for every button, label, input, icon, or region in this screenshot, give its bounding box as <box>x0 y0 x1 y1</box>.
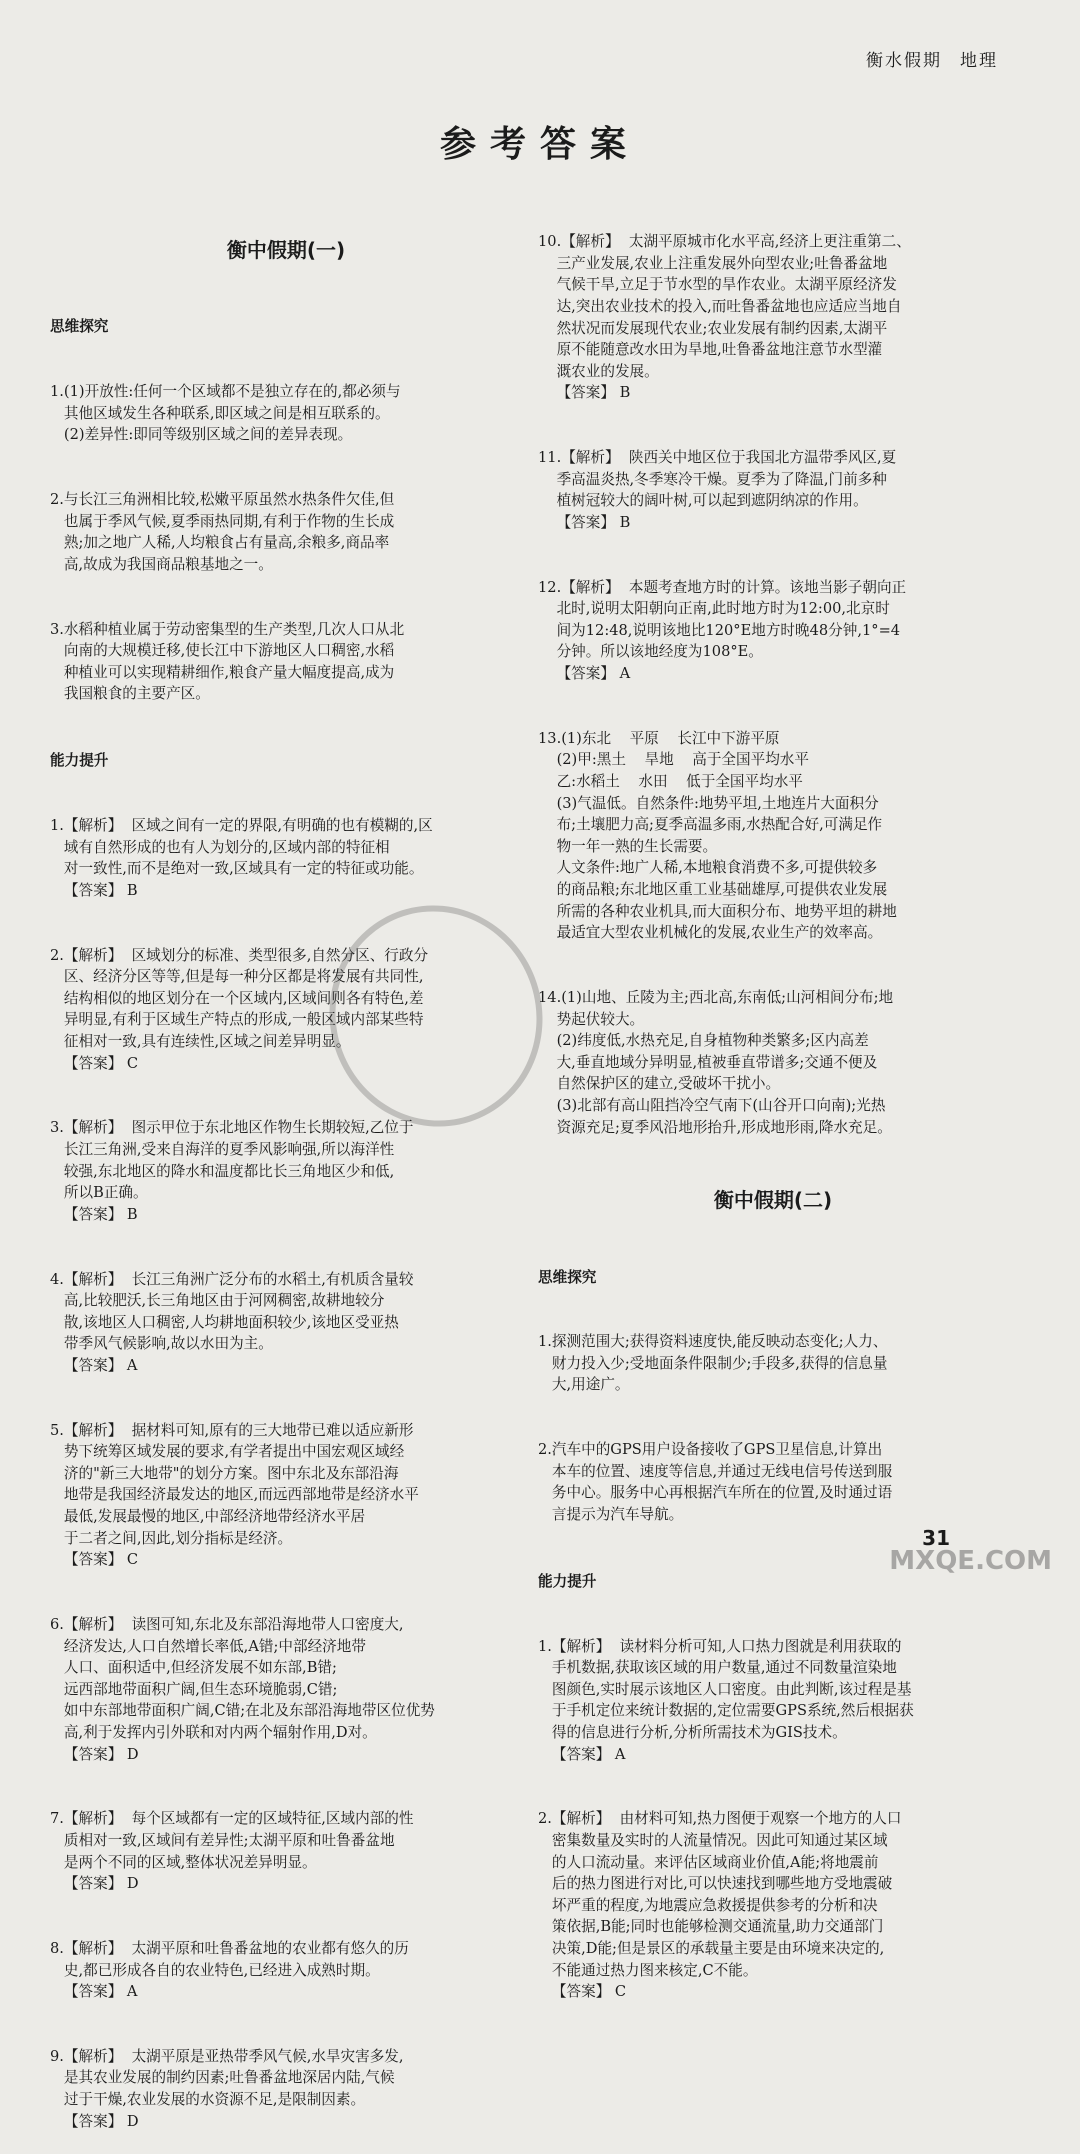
answer-item: 12.【解析】 本题考查地方时的计算。该地当影子朝向正 北时,说明太阳朝向正南,此时地方时为12:00,北京时 间为12:48,说明该地比120°E地方时晚48分钟,1°=4 分钟。所以该地经度为108°E。 【答案】 A <box>538 578 907 683</box>
book-name: 衡水假期 <box>866 51 942 71</box>
subheading-ability: 能力提升 <box>538 1572 597 1590</box>
running-header <box>848 46 998 71</box>
answer-item: 1.【解析】 区域之间有一定的界限,有明确的也有模糊的,区 域有自然形成的也有人为划分的,区域内部的特征相 对一致性,而不是绝对一致,区域具有一定的特征或功能。 【答案】 B <box>50 817 433 899</box>
subheading-thinking: 思维探究 <box>538 1268 597 1286</box>
answer-item: 4.【解析】 长江三角洲广泛分布的水稻土,有机质含量较 高,比较肥沃,长三角地区由于河网稠密,故耕地较分 散,该地区人口稠密,人均耕地面积较少,该地区受亚热 带季风气候影响,故以水田为主。 【答案】 A <box>50 1270 414 1374</box>
answer-item: 7.【解析】 每个区域都有一定的区域特征,区域内部的性 质相对一致,区域间有差异性;太湖平原和吐鲁番盆地 是两个不同的区域,整体状况差异明显。 【答案】 D <box>50 1810 414 1893</box>
answer-item: 8.【解析】 太湖平原和吐鲁番盆地的农业都有悠久的历 史,都已形成各自的农业特色,已经进入成熟时期。 【答案】 A <box>50 1939 409 2001</box>
answer-item: 9.【解析】 太湖平原是亚热带季风气候,水旱灾害多发, 是其农业发展的制约因素;吐鲁番盆地深居内陆,气候 过于干燥,农业发展的水资源不足,是限制因素。 【答案】 D <box>50 2047 404 2130</box>
answer-item: 10.【解析】 太湖平原城市化水平高,经济上更注重第二、 三产业发展,农业上注重发展外向型农业;吐鲁番盆地 气候干旱,立足于节水型的旱作农业。太湖平原经济发 达,突出农业技术的投入,而吐鲁番盆地也应适应当地自 然状况而发展现代农业;农业发展有制约因素,太湖平 原不能随意改水田为旱地,吐鲁番盆地注意节水型灌 溉农业的发展。 【答案】 B <box>538 233 911 402</box>
left-column <box>50 188 522 2154</box>
right-column <box>538 188 1008 2024</box>
page-title: 参考答案 <box>439 124 640 165</box>
answer-item: 5.【解析】 据材料可知,原有的三大地带已难以适应新形 势下统筹区域发展的要求,有学者提出中国宏观区域经 济的"新三大地带"的划分方案。图中东北及东部沿海 地带是我国经济最发达的地区,而远西部地带是经济水平 最低,发展最慢的地区,中部经济地带经济水平居 于二者之间,因此,划分指标是经济。 【答案】 C <box>50 1421 419 1569</box>
answer-item: 14.(1)山地、丘陵为主;西北高,东南低;山河相间分布;地 势起伏较大。 (2)纬度低,水热充足,自身植物种类繁多;区内高差 大,垂直地域分异明显,植被垂直带谱多;交通不便及 自然保护区的建立,受破坏干扰小。 (3)北部有高山阻挡冷空气南下(山谷开口向南);光热 资源充足;夏季风沿地形抬升,形成地形雨,降水充足。 <box>538 988 894 1136</box>
answer-item: 2.【解析】 区域划分的标准、类型很多,自然分区、行政分 区、经济分区等等,但是每一种分区都是将发展有共同性, 结构相似的地区划分在一个区域内,区域间则各有特色,差 异明显,有利于区域生产特点的形成,一般区域内部某些特 征相对一致,具有连续性,区域之间差异明显。 【答案】 C <box>50 946 429 1072</box>
answer-item: 2.【解析】 由材料可知,热力图便于观察一个地方的人口 密集数量及实时的人流量情况。因此可知通过某区域 的人口流动量。来评估区域商业价值,A能;将地震前 后的热力图进行对比,可以快速找到哪些地方受地震破 坏严重的程度,为地震应急救援提供参考的分析和决 策依据,B能;同时也能够检测交通流量,助力交通部门 决策,D能;但是景区的承载量主要是由环境来决定的, 不能通过热力图来核定,C不能。 【答案】 C <box>538 1810 902 2001</box>
answer-item: 1.(1)开放性:任何一个区域都不是独立存在的,都必须与 其他区域发生各种联系,即区域之间是相互联系的。 (2)差异性:即同等级别区域之间的差异表现。 <box>50 383 401 444</box>
subheading-thinking: 思维探究 <box>50 318 109 336</box>
subject-name: 地理 <box>960 51 998 71</box>
answer-item: 3.【解析】 图示甲位于东北地区作物生长期较短,乙位于 长江三角洲,受来自海洋的夏季风影响强,所以海洋性 较强,东北地区的降水和温度都比长三角地区少和低, 所以B正确。 【答案】 B <box>50 1119 414 1223</box>
answer-item: 11.【解析】 陕西关中地区位于我国北方温带季风区,夏 季高温炎热,冬季寒冷干燥。夏季为了降温,门前多种 植树冠较大的阔叶树,可以起到遮阴纳凉的作用。 【答案】 B <box>538 449 897 531</box>
answer-item: 2.汽车中的GPS用户设备接收了GPS卫星信息,计算出 本车的位置、速度等信息,并通过无线电信号传送到服 务中心。服务中心再根据汽车所在的位置,及时通过语 言提示为汽车导航。 <box>538 1441 893 1524</box>
answer-item: 6.【解析】 读图可知,东北及东部沿海地带人口密度大, 经济发达,人口自然增长率低,A错;中部经济地带 人口、面积适中,但经济发展不如东部,B错; 远西部地带面积广阔,但生态环境脆弱,C错; 如中东部地带面积广阔,C错;在北及东部沿海地带区位优势 高,利于发挥内引外联和对内两个辐射作用,D对。 【答案】 D <box>50 1616 435 1763</box>
answer-item: 2.与长江三角洲相比较,松嫩平原虽然水热条件欠佳,但 也属于季风气候,夏季雨热同期,有利于作物的生长成 熟;加之地广人稀,人均粮食占有量高,余粮多,商品率 高,故成为我国商品粮基地之一。 <box>50 491 395 573</box>
page-number: 31 <box>922 1526 950 1550</box>
section-title-2: 衡中假期(二) <box>713 1188 833 1213</box>
answer-item: 1.探测范围大;获得资料速度快,能反映动态变化;人力、 财力投入少;受地面条件限制少;手段多,获得的信息量 大,用途广。 <box>538 1333 888 1394</box>
site-watermark: MXQE.COM <box>889 1546 1052 1576</box>
section-title-1: 衡中假期(一) <box>226 238 346 263</box>
answer-item: 13.(1)东北 平原 长江中下游平原 (2)甲:黑土 旱地 高于全国平均水平 乙:水稻土 水田 低于全国平均水平 (3)气温低。自然条件:地势平坦,土地连片大面积分 布;土壤肥力高;夏季高温多雨,水热配合好,可满足作 物一年一熟的生长需要。 人文条件:地广人稀,本地粮食消费不多,可提供较多 的商品粮;东北地区重工业基础雄厚,可提供农业发展 所需的各种农业机具,而大面积分布、地势平坦的耕地 最适宜大型农业机械化的发展,农业生产的效率高。 <box>538 729 897 942</box>
subheading-ability: 能力提升 <box>50 752 109 770</box>
answer-item: 3.水稻种植业属于劳动密集型的生产类型,几次人口从北 向南的大规模迁移,使长江中下游地区人口稠密,水稻 种植业可以实现精耕细作,粮食产量大幅度提高,成为 我国粮食的主要产区。 <box>50 620 405 703</box>
answer-item: 1.【解析】 读材料分析可知,人口热力图就是利用获取的 手机数据,获取该区域的用户数量,通过不同数量渲染地 图颜色,实时展示该地区人口密度。由此判断,该过程是基 于手机定位来统计数据的,定位需要GPS系统,然后根据获 得的信息进行分析,分析所需技术为GIS技术。 【答案】 A <box>538 1637 914 1763</box>
